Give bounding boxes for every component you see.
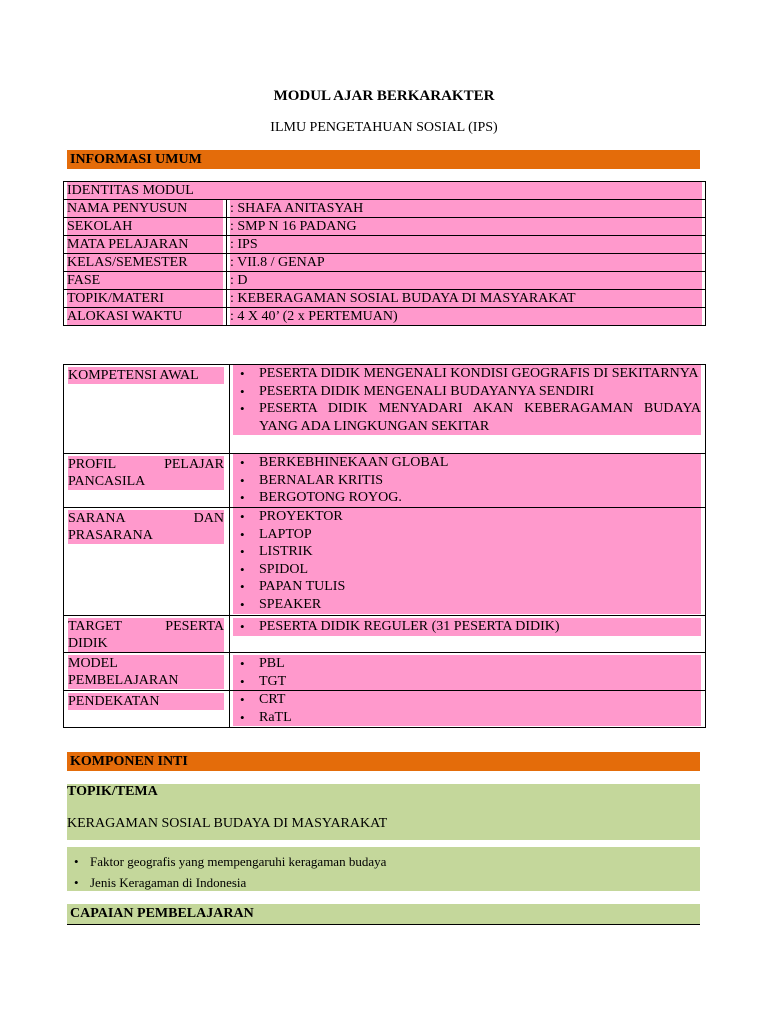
list-item: • SPIDOL (233, 561, 701, 579)
row-label: TARGET PESERTA DIDIK (68, 619, 224, 651)
row-value: : IPS (230, 236, 702, 253)
table-row (64, 236, 706, 254)
row-label: PROFIL PELAJAR PANCASILA (68, 457, 224, 489)
identitas-modul-header: IDENTITAS MODUL (64, 182, 706, 200)
list-item: • RaTL (233, 709, 701, 727)
list-item: • BERNALAR KRITIS (233, 472, 701, 490)
row-label: FASE (67, 272, 223, 289)
row-value: : SHAFA ANITASYAH (230, 200, 702, 217)
document-title: MODUL AJAR BERKARAKTER (273, 88, 495, 104)
table-row (64, 290, 706, 308)
table-row (64, 308, 706, 326)
komponen-inti-heading: KOMPONEN INTI (67, 752, 700, 771)
row-value: : VII.8 / GENAP (230, 254, 702, 271)
topik-items-box (67, 847, 700, 891)
row-label: TOPIK/MATERI (67, 290, 223, 307)
list-item: • BERGOTONG ROYOG. (233, 489, 701, 507)
bullet-list (233, 454, 701, 507)
topik-tema-text: KERAGAMAN SOSIAL BUDAYA DI MASYARAKAT (67, 816, 388, 831)
list-item: • PROYEKTOR (233, 508, 701, 526)
informasi-umum-heading: INFORMASI UMUM (67, 150, 700, 169)
list-item: • PBL (233, 655, 701, 673)
row-label: MODEL PEMBELAJARAN (68, 655, 224, 689)
list-item: • LISTRIK (233, 543, 701, 561)
list-item: • PAPAN TULIS (233, 578, 701, 596)
row-value: : D (230, 272, 702, 289)
table-row (64, 508, 706, 616)
bullet-list (233, 508, 701, 614)
row-value: : SMP N 16 PADANG (230, 218, 702, 235)
kompetensi-table (63, 364, 706, 728)
list-item: • LAPTOP (233, 526, 701, 544)
list-item: • PESERTA DIDIK MENGENALI BUDAYANYA SENDIRI (233, 383, 701, 401)
list-item: • SPEAKER (233, 596, 701, 614)
row-label: MATA PELAJARAN (67, 236, 223, 253)
row-label: SEKOLAH (67, 218, 223, 235)
list-item: • TGT (233, 673, 701, 691)
list-item: • BERKEBHINEKAAN GLOBAL (233, 454, 701, 472)
list-item: • Faktor geografis yang mempengaruhi keragaman budaya (67, 851, 700, 872)
bullet-list (233, 655, 701, 690)
bullet-list (233, 691, 701, 726)
row-label: NAMA PENYUSUN (67, 200, 223, 217)
list-item: • PESERTA DIDIK MENGENALI KONDISI GEOGRAFIS DI SEKITARNYA (233, 365, 701, 383)
bullet-list (67, 847, 700, 893)
table-row (64, 691, 706, 728)
divider (67, 924, 700, 925)
table-row (64, 616, 706, 653)
topik-tema-heading: TOPIK/TEMA (67, 784, 158, 799)
bullet-list (233, 618, 701, 636)
table-row (64, 365, 706, 454)
table-row (64, 653, 706, 691)
row-label: ALOKASI WAKTU (67, 308, 223, 325)
list-item: • PESERTA DIDIK MENYADARI AKAN KEBERAGAMAN BUDAYA YANG ADA LINGKUNGAN SEKITAR (233, 400, 701, 435)
row-label: PENDEKATAN (68, 693, 224, 710)
table-row (64, 272, 706, 290)
capaian-pembelajaran-heading: CAPAIAN PEMBELAJARAN (67, 904, 700, 924)
row-value: : KEBERAGAMAN SOSIAL BUDAYA DI MASYARAKAT (230, 290, 702, 307)
bullet-list (233, 365, 701, 435)
row-value: : 4 X 40’ (2 x PERTEMUAN) (230, 308, 702, 325)
table-row (64, 254, 706, 272)
row-label: SARANA DAN PRASARANA (68, 511, 224, 543)
list-item: • Jenis Keragaman di Indonesia (67, 872, 700, 893)
row-label: KOMPETENSI AWAL (68, 367, 224, 384)
identitas-modul-table (63, 181, 706, 326)
table-row (64, 218, 706, 236)
document-subtitle: ILMU PENGETAHUAN SOSIAL (IPS) (270, 120, 498, 135)
row-label: KELAS/SEMESTER (67, 254, 223, 271)
list-item: • PESERTA DIDIK REGULER (31 PESERTA DIDIK) (233, 618, 701, 636)
list-item: • CRT (233, 691, 701, 709)
table-row (64, 200, 706, 218)
table-row (64, 454, 706, 508)
